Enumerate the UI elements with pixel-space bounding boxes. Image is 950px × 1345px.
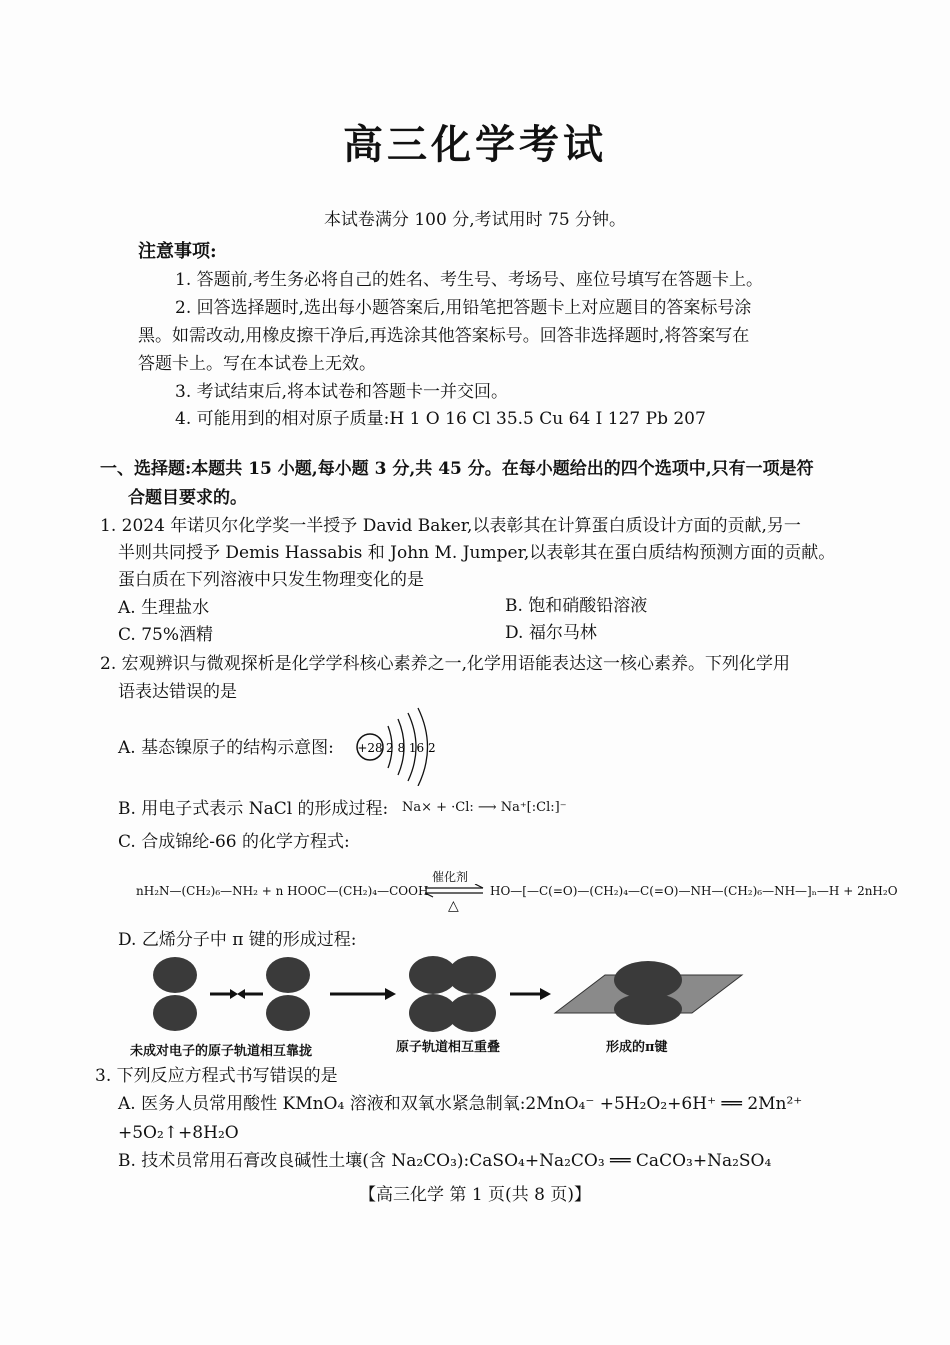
q1-stem-line1: 1. 2024 年诺贝尔化学奖一半授予 David Baker,以表彰其在计算蛋白质设计方面的贡献,另一 [100,516,801,536]
overlap-orbital-lobe [448,956,496,994]
q1-option-b: B. 饱和硝酸铅溶液 [505,596,648,616]
pi-bond-lower-lobe [614,993,682,1025]
nylon-reactants: nH₂N—(CH₂)₆—NH₂ + n HOOC—(CH₂)₄—COOH [136,884,429,898]
exam-subtitle: 本试卷满分 100 分,考试用时 75 分钟。 [323,210,627,230]
notice-item-2-line3: 答题卡上。写在本试卷上无效。 [138,354,376,374]
q2-stem-line1: 2. 宏观辨识与微观探析是化学学科核心素养之一,化学用语能表达这一核心素养。下列化学用 [100,654,791,674]
arrow-to-pi-bond-head [540,988,551,1000]
notice-heading: 注意事项: [138,241,217,262]
section1-title-line1: 一、选择题:本题共 15 小题,每小题 3 分,共 45 分。在每小题给出的四个选项中,只有一项是符 [100,459,814,479]
catalyst-label: 催化剂 [432,870,469,884]
q2-option-c: C. 合成锦纶-66 的化学方程式: [118,832,350,852]
q1-option-d: D. 福尔马林 [505,623,597,643]
figure-caption-overlap: 原子轨道相互重叠 [396,1040,501,1055]
nucleus-charge-label: +28 [357,741,383,755]
q2-option-a: A. 基态镍原子的结构示意图: [118,738,334,758]
notice-item-2-line2: 黑。如需改动,用橡皮擦干净后,再选涂其他答案标号。回答非选择题时,将答案写在 [138,326,750,346]
page-footer: 【高三化学 第 1 页(共 8 页)】 [359,1185,591,1205]
shell-electron-counts: 2 8 16 2 [386,741,436,755]
q1-stem-line2: 半则共同授予 Demis Hassabis 和 John M. Jumper,以表彰其在蛋白质结构预测方面的贡献。 [118,543,836,563]
figure-caption-pi-bond: 形成的π键 [606,1040,668,1055]
q2-option-d: D. 乙烯分子中 π 键的形成过程: [118,930,357,950]
q2-option-b: B. 用电子式表示 NaCl 的形成过程: [118,799,389,819]
p-orbital-lobe [266,995,310,1031]
notice-item-3: 3. 考试结束后,将本试卷和答题卡一并交回。 [175,382,509,402]
notice-item-4: 4. 可能用到的相对原子质量:H 1 O 16 Cl 35.5 Cu 64 I 127 Pb 207 [175,409,706,429]
overlap-orbital-lobe [448,994,496,1032]
approach-arrowhead-right [230,989,238,999]
figure-caption-approach: 未成对电子的原子轨道相互靠拢 [130,1044,313,1059]
notice-item-2-line1: 2. 回答选择题时,选出每小题答案后,用铅笔把答题卡上对应题目的答案标号涂 [175,298,752,318]
p-orbital-lobe [266,957,310,993]
heat-symbol: △ [448,898,459,914]
page-title: 高三化学考试 [343,121,607,168]
nacl-electron-formula: Na× + ·Cl: ⟶ Na⁺[:Cl:]⁻ [402,800,567,815]
q3-option-a-line1: A. 医务人员常用酸性 KMnO₄ 溶液和双氧水紧急制氧:2MnO₄⁻ +5H₂O₂+6H⁺ ══ 2Mn²⁺ [118,1094,803,1114]
nylon-products: HO—[—C(=O)—(CH₂)₄—C(=O)—NH—(CH₂)₆—NH—]ₙ—H + 2nH₂O [490,884,898,898]
p-orbital-lobe [153,995,197,1031]
q1-option-a: A. 生理盐水 [118,598,210,618]
q3-option-b: B. 技术员常用石膏改良碱性土壤(含 Na₂CO₃):CaSO₄+Na₂CO₃ ══ CaCO₃+Na₂SO₄ [118,1151,772,1171]
q1-option-c: C. 75%酒精 [118,625,213,645]
q1-stem-line3: 蛋白质在下列溶液中只发生物理变化的是 [118,570,424,590]
notice-item-1: 1. 答题前,考生务必将自己的姓名、考生号、考场号、座位号填写在答题卡上。 [175,270,764,290]
q3-option-a-line2: +5O₂↑+8H₂O [118,1123,239,1143]
nickel-atom-structure-diagram [352,706,452,786]
q3-stem: 3. 下列反应方程式书写错误的是 [95,1066,338,1086]
arrow-to-overlap-head [385,988,396,1000]
reversible-arrow [423,884,487,898]
q2-stem-line2: 语表达错误的是 [118,682,237,702]
approach-arrowhead-left [237,989,245,999]
p-orbital-lobe [153,957,197,993]
section1-title-line2: 合题目要求的。 [128,488,247,508]
